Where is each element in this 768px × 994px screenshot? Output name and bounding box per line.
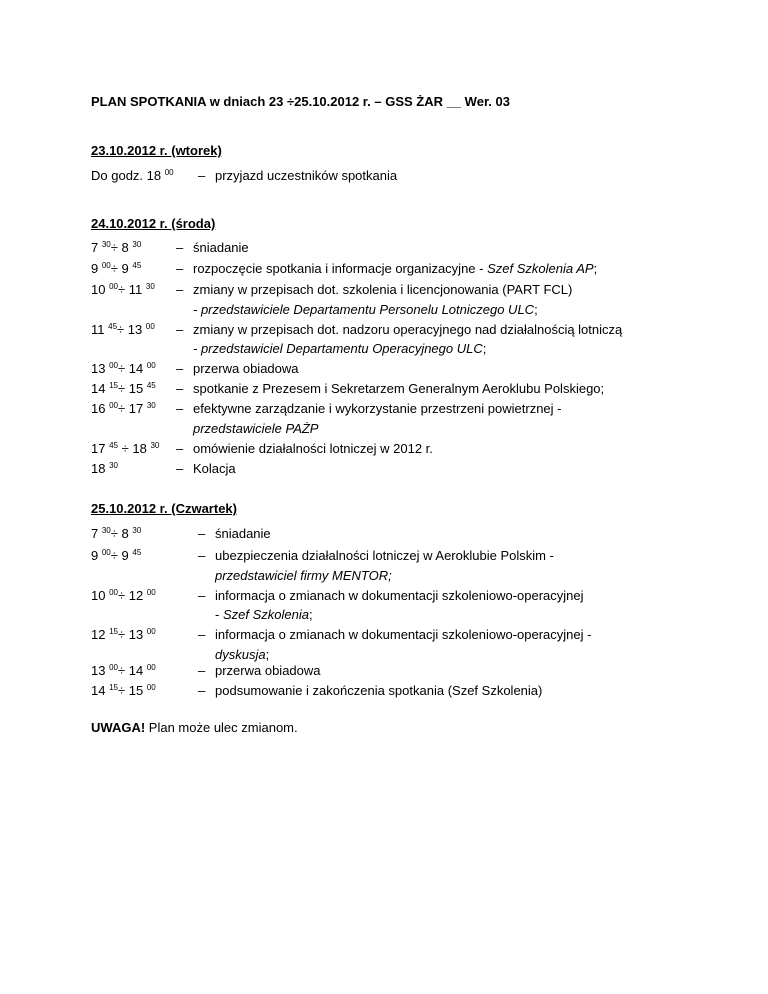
schedule-row — [91, 259, 711, 279]
schedule-description: przerwa obiadowa — [193, 361, 299, 376]
time-range: Do godz. 18 $^{00}$ — [91, 168, 174, 183]
schedule-description: informacja o zmianach w dokumentacji szkoleniowo-operacyjnej — [215, 588, 584, 603]
schedule-row — [91, 399, 711, 419]
dash: – — [198, 683, 206, 698]
time-range: 7 $^{30}$÷ 8 $^{30}$ — [91, 240, 142, 255]
schedule-row — [91, 546, 711, 566]
schedule-description: zmiany w przepisach dot. nadzoru operacyjnego nad działalnością lotniczą — [193, 322, 623, 337]
time-range: 13 $^{00}$÷ 14 $^{00}$ — [91, 663, 156, 678]
dash: – — [176, 322, 184, 337]
day1-heading: 23.10.2012 r. (wtorek) — [91, 143, 222, 158]
schedule-description: omówienie działalności lotniczej w 2012 r. — [193, 441, 433, 456]
schedule-description: informacja o zmianach w dokumentacji szkoleniowo-operacyjnej - — [215, 627, 592, 642]
schedule-description: rozpoczęcie spotkania i informacje organizacyjne - Szef Szkolenia AP; — [193, 261, 598, 276]
dash: – — [198, 548, 206, 563]
document-title: PLAN SPOTKANIA w dniach 23 ÷25.10.2012 r. – GSS ŻAR __ Wer. 03 — [91, 94, 510, 109]
schedule-row — [91, 661, 711, 681]
time-range: 14 $^{15}$÷ 15 $^{00}$ — [91, 683, 156, 698]
dash: – — [176, 282, 184, 297]
dash: – — [176, 441, 184, 456]
schedule-description: podsumowanie i zakończenia spotkania (Szef Szkolenia) — [215, 683, 543, 698]
dash: – — [176, 381, 184, 396]
schedule-row — [91, 238, 711, 258]
schedule-row — [91, 379, 711, 399]
time-range: 17 $^{45}$ ÷ 18 $^{30}$ — [91, 441, 160, 456]
dash: – — [176, 401, 184, 416]
schedule-description: ubezpieczenia działalności lotniczej w Aeroklubie Polskim - — [215, 548, 554, 563]
schedule-row — [91, 681, 711, 701]
time-range: 12 $^{15}$÷ 13 $^{00}$ — [91, 627, 156, 642]
time-range: 10 $^{00}$÷ 12 $^{00}$ — [91, 588, 156, 603]
schedule-description-continuation: dyskusja; — [215, 647, 270, 662]
schedule-row — [91, 524, 711, 544]
schedule-row — [91, 359, 711, 379]
schedule-row — [91, 459, 711, 479]
schedule-row — [91, 625, 711, 645]
dash: – — [176, 361, 184, 376]
note-label: UWAGA! — [91, 720, 146, 735]
schedule-description: przyjazd uczestników spotkania — [215, 168, 398, 183]
dash: – — [198, 526, 206, 541]
time-range: 10 $^{00}$÷ 11 $^{30}$ — [91, 282, 155, 297]
schedule-description: Kolacja — [193, 461, 236, 476]
dash: – — [198, 588, 206, 603]
schedule-description: przerwa obiadowa — [215, 663, 321, 678]
schedule-description-continuation: - przedstawiciele Departamentu Personelu Lotniczego ULC; — [193, 302, 538, 317]
time-range: 7 $^{30}$÷ 8 $^{30}$ — [91, 526, 142, 541]
schedule-description: śniadanie — [215, 526, 271, 541]
schedule-description-continuation: przedstawiciel firmy MENTOR; — [215, 568, 392, 583]
note — [91, 720, 298, 735]
schedule-description: zmiany w przepisach dot. szkolenia i licencjonowania (PART FCL) — [193, 282, 573, 297]
schedule-row — [91, 586, 711, 606]
dash: – — [198, 663, 206, 678]
schedule-description: śniadanie — [193, 240, 249, 255]
day2-heading: 24.10.2012 r. (środa) — [91, 216, 216, 231]
time-range: 9 $^{00}$÷ 9 $^{45}$ — [91, 261, 142, 276]
time-range: 11 $^{45}$÷ 13 $^{00}$ — [91, 322, 155, 337]
schedule-description: spotkanie z Prezesem i Sekretarzem Generalnym Aeroklubu Polskiego; — [193, 381, 605, 396]
dash: – — [176, 461, 184, 476]
schedule-description-continuation: przedstawiciele PAŻP — [193, 421, 319, 436]
note-text: Plan może ulec zmianom. — [145, 720, 298, 735]
time-range: 16 $^{00}$÷ 17 $^{30}$ — [91, 401, 156, 416]
schedule-row — [91, 280, 711, 300]
dash: – — [176, 261, 184, 276]
time-range: 18 $^{30}$ — [91, 461, 118, 476]
time-range: 13 $^{00}$÷ 14 $^{00}$ — [91, 361, 156, 376]
dash: – — [198, 168, 206, 183]
schedule-description-continuation: - Szef Szkolenia; — [215, 607, 313, 622]
day3-heading: 25.10.2012 r. (Czwartek) — [91, 501, 237, 516]
schedule-description-continuation: - przedstawiciel Departamentu Operacyjnego ULC; — [193, 341, 487, 356]
schedule-row — [91, 166, 691, 186]
schedule-row — [91, 439, 711, 459]
dash: – — [176, 240, 184, 255]
time-range: 14 $^{15}$÷ 15 $^{45}$ — [91, 381, 156, 396]
time-range: 9 $^{00}$÷ 9 $^{45}$ — [91, 548, 142, 563]
schedule-description: efektywne zarządzanie i wykorzystanie przestrzeni powietrznej - — [193, 401, 562, 416]
dash: – — [198, 627, 206, 642]
schedule-row — [91, 320, 711, 340]
